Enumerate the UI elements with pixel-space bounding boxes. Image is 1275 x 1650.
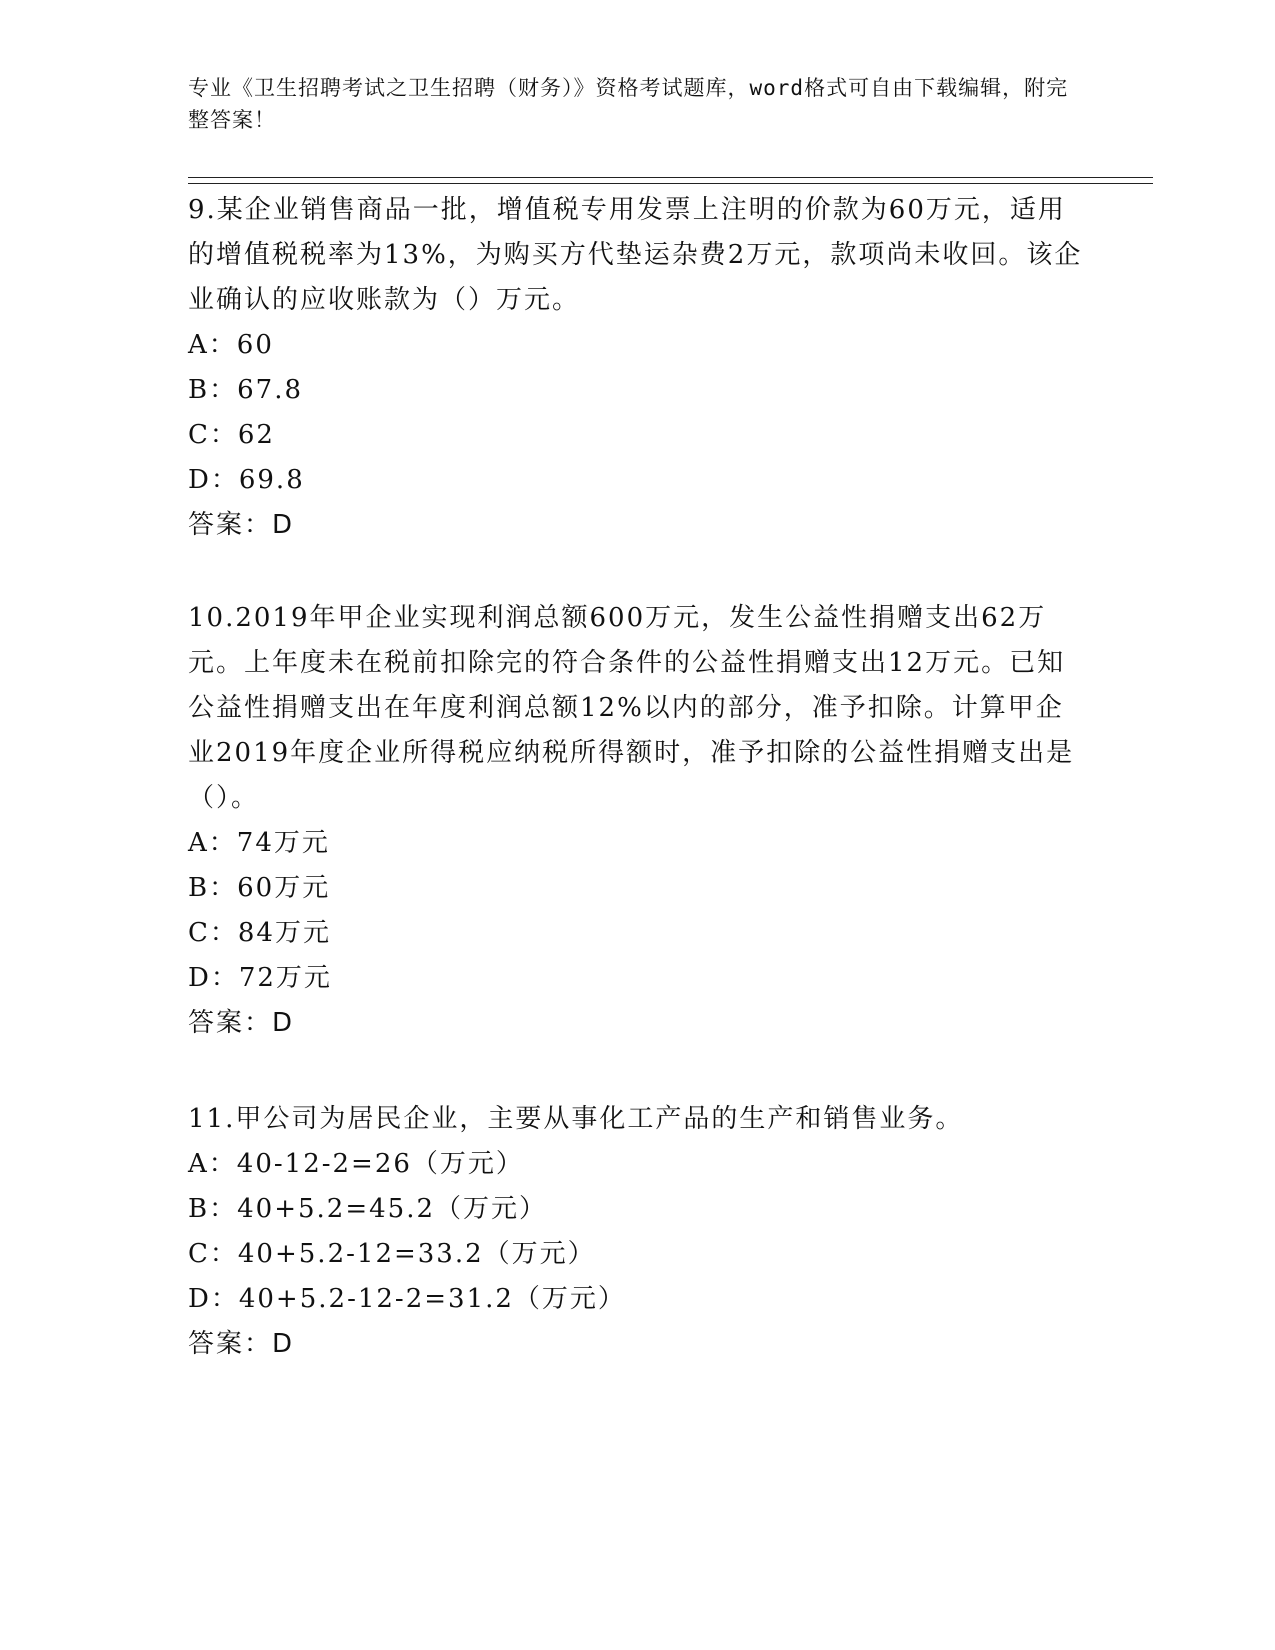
question-10 (188, 596, 1088, 1046)
document-header: 专业《卫生招聘考试之卫生招聘（财务）》资格考试题库，word格式可自由下载编辑，附完整答案！ (188, 76, 1069, 132)
option-a: A：40-12-2=26（万元） (188, 1149, 524, 1179)
question-11 (188, 1097, 1088, 1367)
option-a: A：74万元 (188, 828, 330, 858)
question-stem: 10.2019年甲企业实现利润总额600万元，发生公益性捐赠支出62万元。上年度未在税前扣除完的符合条件的公益性捐赠支出12万元。已知公益性捐赠支出在年度利润总额12%以内的部分，准予扣除。计算甲企业2019年度企业所得税应纳税所得额时，准予扣除的公益性捐赠支出是（）。 (188, 603, 1075, 813)
question-stem: 11.甲公司为居民企业，主要从事化工产品的生产和销售业务。 (188, 1104, 964, 1134)
header-divider-top (188, 177, 1153, 178)
option-b: B：40+5.2=45.2（万元） (188, 1194, 548, 1224)
answer: 答案：D (188, 1008, 295, 1038)
question-stem: 9.某企业销售商品一批，增值税专用发票上注明的价款为60万元，适用的增值税税率为13%，为购买方代垫运杂费2万元，款项尚未收回。该企业确认的应收账款为（）万元。 (188, 195, 1083, 315)
option-a: A：60 (188, 330, 274, 360)
option-d: D：40+5.2-12-2=31.2（万元） (188, 1284, 626, 1314)
option-d: D：69.8 (188, 465, 305, 495)
option-b: B：60万元 (188, 873, 331, 903)
answer: 答案：D (188, 510, 295, 540)
header-divider-bottom (188, 183, 1153, 184)
question-9 (188, 188, 1088, 548)
option-c: C：62 (188, 420, 275, 450)
option-d: D：72万元 (188, 963, 332, 993)
answer: 答案：D (188, 1329, 295, 1359)
option-c: C：40+5.2-12=33.2（万元） (188, 1239, 596, 1269)
option-c: C：84万元 (188, 918, 331, 948)
option-b: B：67.8 (188, 375, 303, 405)
